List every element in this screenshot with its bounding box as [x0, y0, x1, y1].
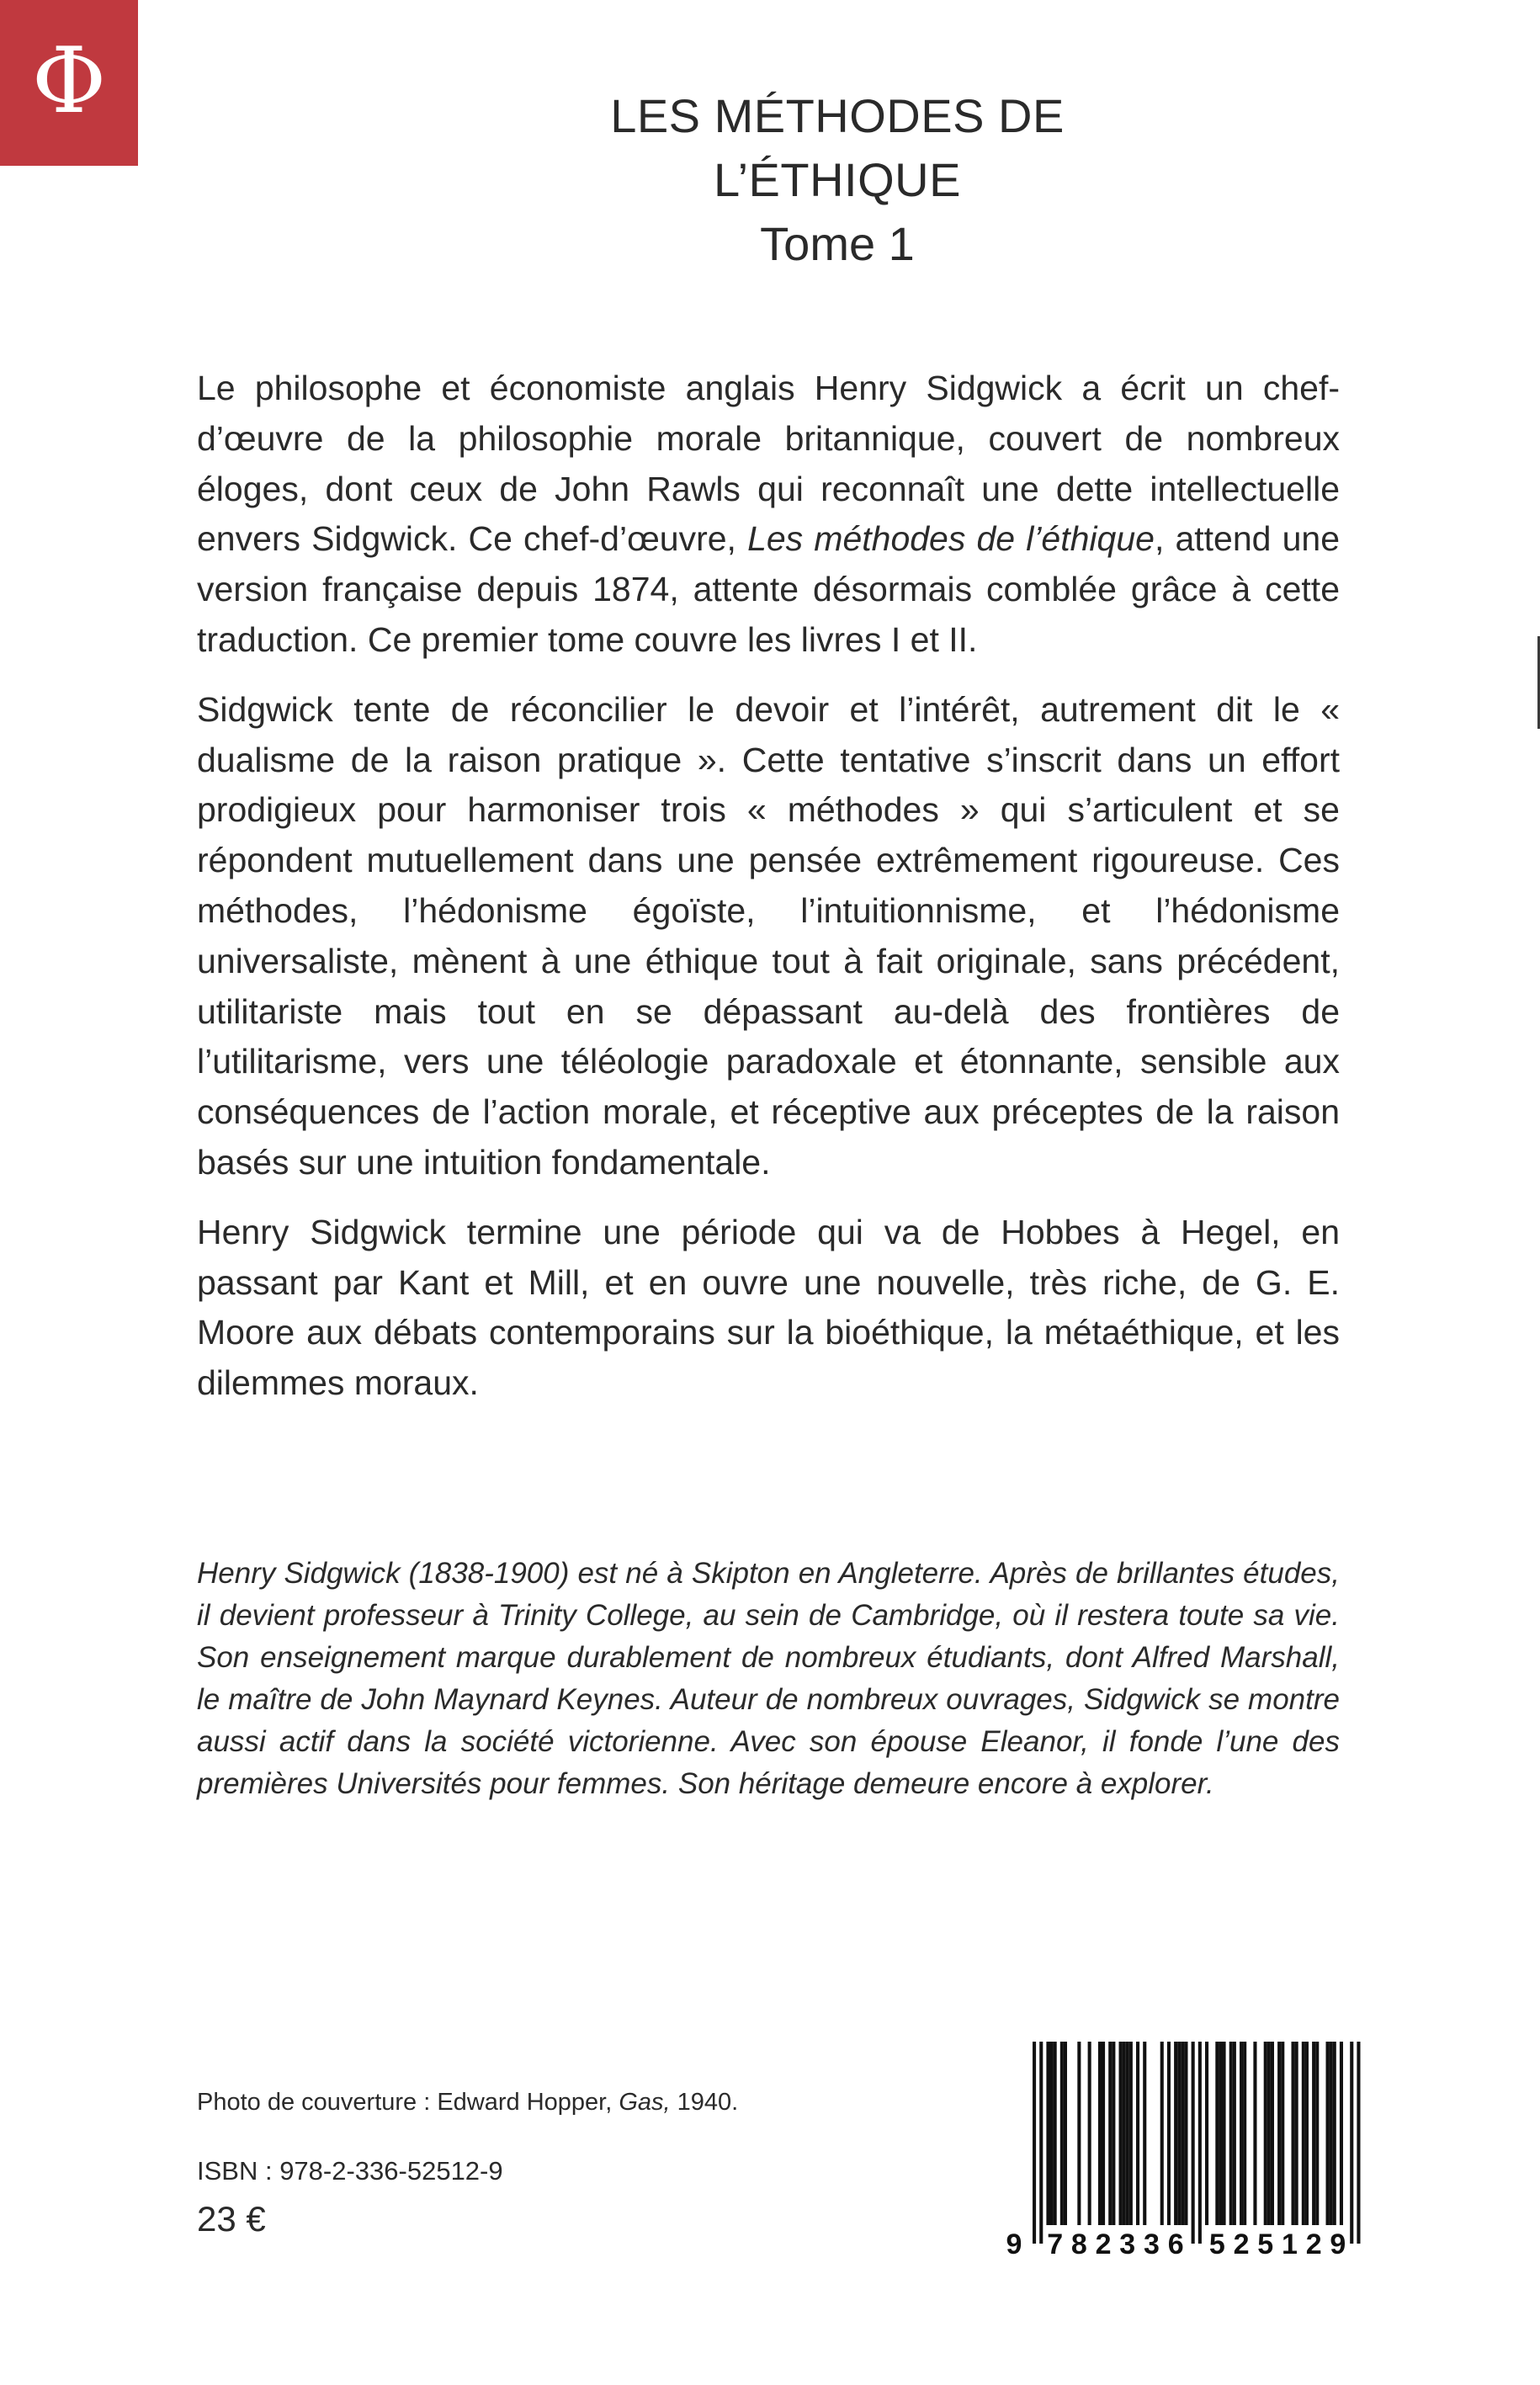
barcode-digit: 3 — [1143, 2228, 1160, 2260]
book-title-italic: Les méthodes de l’éthique — [747, 519, 1155, 559]
barcode-bar — [1233, 2042, 1236, 2225]
barcode-bar — [1129, 2042, 1133, 2225]
barcode-digit: 9 — [1006, 2228, 1022, 2260]
barcode-bar — [1340, 2042, 1343, 2225]
barcode-bar — [1054, 2042, 1057, 2225]
barcode-bar — [1264, 2042, 1267, 2225]
barcode-bar — [1136, 2042, 1139, 2225]
author-bio-text: (1838-1900) est né à Skipton en Angleterre. Après de brillantes études, il devient professeur à Trinity College, au sein de Cambridge, où il restera toute sa vie. Son enseignement marque durablement de nombreux étudiants, dont Alfred Marshall, le maître de John Maynard Keynes. Auteur de nombreux ouvrages, Sidgwick se montre aussi actif dans la société victorienne. Avec son épouse Eleanor, il fonde l’une des premières Universités pour femmes. Son héritage demeure encore à explorer. — [197, 1557, 1340, 1800]
description-text: , attend une version française depuis 1874, attente désormais comblée grâce à cette traduction. Ce premier tome couvre les livres I et II. — [197, 519, 1340, 659]
barcode-graphic — [997, 2037, 1393, 2264]
barcode-bar — [1143, 2042, 1146, 2225]
barcode-bar — [1330, 2042, 1333, 2225]
barcode-bar — [1077, 2042, 1081, 2225]
barcode-bar — [1223, 2042, 1226, 2225]
barcode-bar — [1112, 2042, 1115, 2225]
credit-text: Photo de couverture : Edward Hopper, — [197, 2089, 619, 2116]
barcode-bar — [1229, 2042, 1233, 2225]
barcode-bar — [1192, 2042, 1195, 2244]
description-paragraph-3: Henry Sidgwick termine une période qui va de Hobbes à Hegel, en passant par Kant et Mill, et en ouvre une nouvelle, très riche, de G. E. Moore aux débats contemporains sur la bioéthique, la métaéthique, et les dilemmes moraux. — [197, 1212, 1340, 1403]
barcode-bar — [1305, 2042, 1309, 2225]
barcode-bar — [1315, 2042, 1319, 2225]
barcode — [997, 2037, 1393, 2264]
barcode-bar — [1181, 2042, 1184, 2225]
phi-logo-icon: Φ — [31, 28, 107, 134]
description-paragraph-2: Sidgwick tente de réconcilier le devoir et l’intérêt, autrement dit le « dualisme de la raison pratique ». Cette tentative s’inscrit dans un effort prodigieux pour harmoniser trois « méthodes » qui s’articulent et se répondent mutuellement dans une pensée extrêmement rigoureuse. Ces méthodes, l’hédonisme égoïste, l’intuitionnisme, et l’hédonisme universaliste, mènent à une éthique tout à fait originale, sans précédent, utilitariste mais tout en se dépassant au-delà des frontières de l’utilitarisme, vers une téléologie paradoxale et étonnante, sensible aux conséquences de l’action morale, et réceptive aux préceptes de la raison basés sur une intuition fondamentale. — [197, 689, 1340, 1182]
barcode-bar — [1160, 2042, 1164, 2225]
barcode-bar — [1253, 2042, 1256, 2225]
barcode-bar — [1267, 2042, 1271, 2225]
barcode-bar — [1102, 2042, 1105, 2225]
barcode-digit: 2 — [1233, 2228, 1250, 2260]
barcode-bar — [1174, 2042, 1177, 2225]
barcode-bar — [1088, 2042, 1091, 2225]
barcode-bar — [1357, 2042, 1360, 2244]
description-text: Le philosophe et économiste anglais Henry Sidgwick a écrit un chef-d’œuvre de la philosophie morale britannique, couvert de nombreux éloges, dont ceux de John Rawls qui reconnaît une dette intellectuelle envers Sidgwick. Ce chef-d’œuvre, — [197, 369, 1340, 559]
publisher-logo — [0, 0, 138, 166]
barcode-bar — [1046, 2042, 1049, 2225]
barcode-bar — [1312, 2042, 1315, 2225]
author-name: Henry Sidgwick — [197, 1557, 401, 1590]
price: 23 € — [197, 2199, 266, 2239]
barcode-digit: 5 — [1208, 2228, 1225, 2260]
author-bio-paragraph — [197, 1553, 1340, 1805]
barcode-bar — [1326, 2042, 1330, 2225]
barcode-digit: 5 — [1257, 2228, 1274, 2260]
barcode-bar — [1277, 2042, 1281, 2225]
barcode-digit: 7 — [1047, 2228, 1064, 2260]
barcode-bar — [1119, 2042, 1123, 2225]
barcode-bar — [1064, 2042, 1067, 2225]
barcode-digit: 6 — [1167, 2228, 1184, 2260]
barcode-digit: 1 — [1281, 2228, 1298, 2260]
barcode-digit: 2 — [1095, 2228, 1112, 2260]
barcode-digit: 8 — [1070, 2228, 1087, 2260]
barcode-bar — [1098, 2042, 1102, 2225]
description-paragraph-1 — [197, 364, 1340, 666]
barcode-bar — [1215, 2042, 1219, 2225]
barcode-digit: 9 — [1330, 2228, 1346, 2260]
barcode-digit: 2 — [1305, 2228, 1322, 2260]
barcode-bar — [1167, 2042, 1171, 2225]
barcode-bar — [1281, 2042, 1284, 2225]
barcode-digit: 3 — [1119, 2228, 1136, 2260]
book-title: LES MÉTHODES DE L’ÉTHIQUE — [610, 89, 1065, 206]
barcode-bar — [1295, 2042, 1298, 2225]
cover-photo-credit — [197, 2085, 738, 2119]
credit-work: Gas, — [619, 2089, 671, 2116]
barcode-bar — [1033, 2042, 1036, 2244]
barcode-bar — [1292, 2042, 1295, 2225]
barcode-bar — [1177, 2042, 1181, 2225]
book-volume: Tome 1 — [760, 217, 915, 270]
isbn: ISBN : 978-2-336-52512-9 — [197, 2156, 503, 2186]
barcode-bar — [1039, 2042, 1043, 2244]
barcode-bar — [1184, 2042, 1187, 2225]
barcode-bar — [1108, 2042, 1112, 2225]
barcode-bar — [1219, 2042, 1222, 2225]
barcode-bar — [1302, 2042, 1305, 2225]
barcode-bar — [1243, 2042, 1246, 2225]
credit-year: 1940. — [670, 2089, 739, 2116]
barcode-bar — [1205, 2042, 1208, 2225]
barcode-bar — [1350, 2042, 1353, 2244]
barcode-bar — [1126, 2042, 1129, 2225]
barcode-bar — [1333, 2042, 1336, 2225]
barcode-bar — [1271, 2042, 1274, 2225]
barcode-bar — [1198, 2042, 1202, 2244]
barcode-bar — [1050, 2042, 1054, 2225]
description — [197, 364, 1340, 1428]
barcode-bar — [1123, 2042, 1126, 2225]
barcode-bar — [1240, 2042, 1243, 2225]
header — [501, 84, 1174, 276]
author-bio — [197, 1553, 1340, 1805]
barcode-bar — [1060, 2042, 1064, 2225]
